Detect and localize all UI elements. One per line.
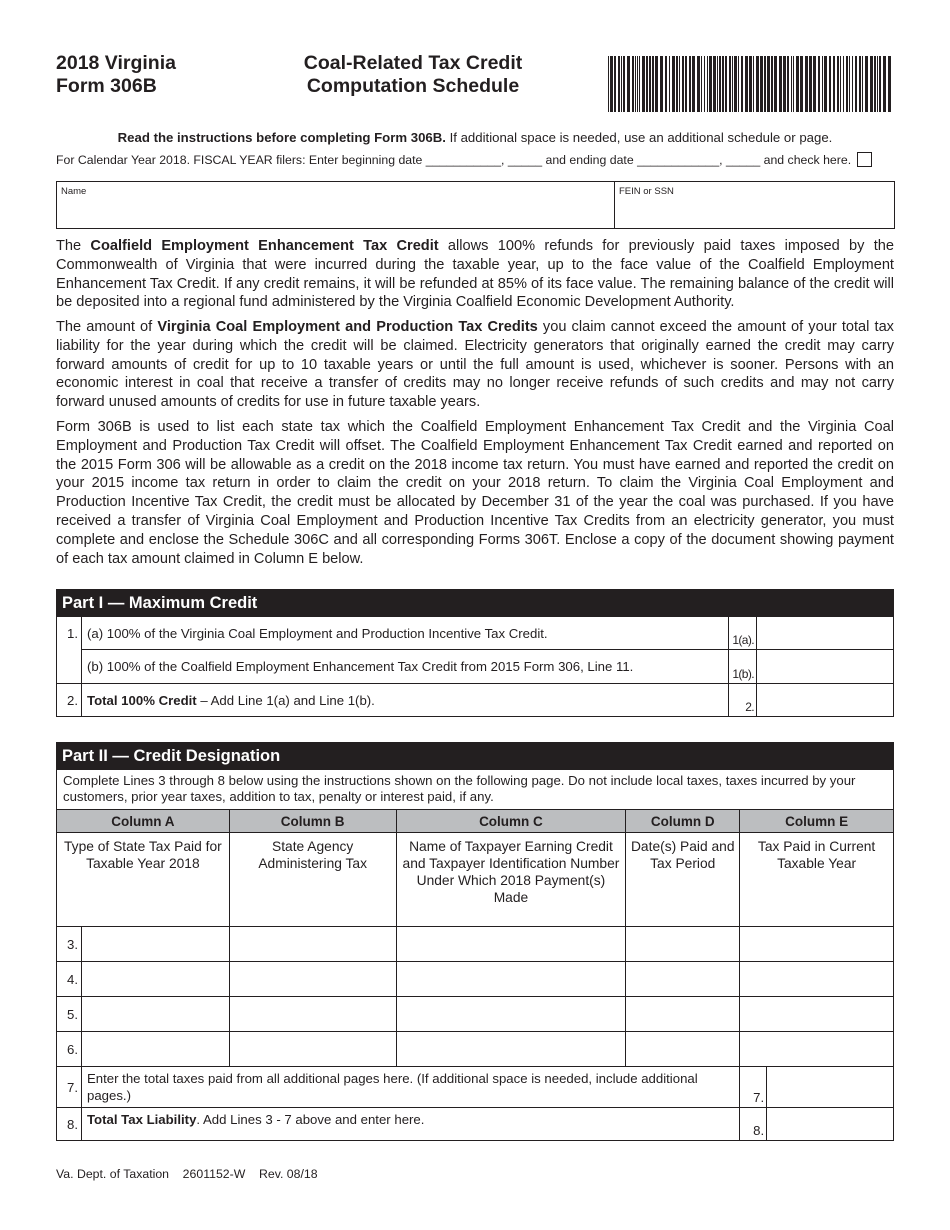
line-7-text: Enter the total taxes paid from all additional pages here. (If additional space is needed, include additional pages.) [81,1067,739,1108]
fein-label: FEIN or SSN [619,186,674,197]
row-4-column-c[interactable] [396,962,626,997]
line-2-row [57,684,894,717]
table-row [57,962,894,997]
taxpayer-info-box [56,181,895,229]
part1-table [56,616,894,717]
name-label: Name [61,186,87,197]
row-5-column-d[interactable] [626,997,740,1032]
line-1a-amount[interactable] [757,617,894,650]
p1-pre: The [56,238,91,254]
row-5-column-e[interactable] [740,997,894,1032]
form-year-title: 2018 Virginia [56,52,176,74]
line-8-text [81,1108,739,1141]
column-header-row [57,810,894,833]
row-6-column-b[interactable] [229,1032,396,1067]
part2-intro-row [57,770,894,810]
column-b-description: State Agency Administering Tax [229,833,396,927]
footer: Va. Dept. of Taxation 2601152-W Rev. 08/18 [56,1167,318,1181]
row-6-column-a[interactable] [81,1032,229,1067]
instructions-rest: If additional space is needed, use an additional schedule or page. [445,130,833,145]
column-b-header: Column B [229,810,396,833]
column-d-header: Column D [626,810,740,833]
fiscal-year-text: For Calendar Year 2018. FISCAL YEAR filers: Enter beginning date ___________, _____ and ending date ____________, _____ and check here. [56,153,852,167]
name-field[interactable] [57,182,615,228]
column-a-description: Type of State Tax Paid for Taxable Year 2018 [57,833,230,927]
row-5-column-c[interactable] [396,997,626,1032]
fiscal-year-line [56,152,894,167]
row-5-column-b[interactable] [229,997,396,1032]
row-3-column-b[interactable] [229,927,396,962]
column-description-row [57,833,894,927]
column-a-header: Column A [57,810,230,833]
table-row [57,997,894,1032]
p2-pre: The amount of [56,319,158,335]
column-d-description: Date(s) Paid and Tax Period [626,833,740,927]
schedule-title [270,52,556,98]
line-2-rest: – Add Line 1(a) and Line 1(b). [196,693,375,708]
row-number: 4. [57,962,82,997]
part2-title: Part II — Credit Designation [56,742,894,770]
paragraph-coal-employment-credit [56,318,894,412]
p2-rest: you claim cannot exceed the amount of your total tax liability for the year during which the credit will be claimed. Electricity generators that originally earned the credit may carry forward amounts of credit for up to 10 taxable years or until the full amount is used, whichever is sooner. Persons with an economic interest in coal that receive a transfer of credits may no longer receive refunds of such credits and may not carry forward unused amounts of credits for use in future taxable years. [56,319,894,411]
table-row [57,927,894,962]
line-1b-text: (b) 100% of the Coalfield Employment Enhancement Tax Credit from 2015 Form 306, Line 11. [82,650,729,684]
line-7-row [57,1067,894,1108]
table-row [57,1032,894,1067]
row-5-column-a[interactable] [81,997,229,1032]
line-8-row [57,1108,894,1141]
form-title [56,52,176,98]
line-2-label: 2. [729,684,757,717]
paragraph-coalfield-credit [56,237,894,312]
fiscal-year-checkbox[interactable] [857,152,872,167]
form-number: Form 306B [56,75,157,97]
line-8-number: 8. [57,1108,82,1141]
line-1b-label: 1(b). [729,650,757,684]
line-2-bold: Total 100% Credit [87,693,197,708]
row-3-column-a[interactable] [81,927,229,962]
barcode-icon [608,56,894,112]
line-7-number: 7. [57,1067,82,1108]
part2-table [56,769,894,1141]
row-3-column-c[interactable] [396,927,626,962]
part2-intro: Complete Lines 3 through 8 below using the instructions shown on the following page. Do not include local taxes, taxes incurred by your customers, prior year taxes, addition to tax, penalty or interest paid, if any. [57,770,894,810]
paragraph-form-usage: Form 306B is used to list each state tax which the Coalfield Employment Enhancement Tax Credit and the Virginia Coal Employment and Production Tax Credit will offset. The Coalfield Employment Enhancement Tax Credit earned and reported on the 2015 Form 306 will be allowable as a credit on the 2018 income tax return. You must have earned and reported the credit on your 2015 income tax return in order to claim the credit on your 2018 return. To claim the Virginia Coal Employment and Production Incentive Tax Credit, the credit must be allocated by December 31 of the year the coal was purchased. If you have received a transfer of Virginia Coal Employment and Production Incentive Tax Credits from an electricity generator, you must complete and enclose the Schedule 306C and all corresponding Forms 306T. Enclose a copy of the document showing payment of each tax amount claimed in Column E below. [56,419,894,567]
line-7-amount[interactable] [767,1067,894,1108]
line-1a-label: 1(a). [729,617,757,650]
schedule-title-line1: Coal-Related Tax Credit [303,52,523,74]
line-1a-text: (a) 100% of the Virginia Coal Employment and Production Incentive Tax Credit. [82,617,729,650]
line-1a-row [57,617,894,650]
row-6-column-e[interactable] [740,1032,894,1067]
line-8-amount[interactable] [767,1108,894,1141]
line-1-number: 1. [57,617,82,684]
line-2-text [82,684,729,717]
line-1b-amount[interactable] [757,650,894,684]
row-6-column-c[interactable] [396,1032,626,1067]
row-4-column-a[interactable] [81,962,229,997]
line-2-amount[interactable] [757,684,894,717]
row-4-column-e[interactable] [740,962,894,997]
line-8-rest: . Add Lines 3 - 7 above and enter here. [196,1112,425,1127]
column-e-description: Tax Paid in Current Taxable Year [740,833,894,927]
line-2-number: 2. [57,684,82,717]
row-6-column-d[interactable] [626,1032,740,1067]
line-8-label: 8. [740,1108,767,1141]
line-1b-row [57,650,894,684]
row-4-column-d[interactable] [626,962,740,997]
column-e-header: Column E [740,810,894,833]
schedule-title-line2: Computation Schedule [306,75,520,97]
instructions-bold: Read the instructions before completing Form 306B. [117,130,446,145]
row-3-column-d[interactable] [626,927,740,962]
row-number: 6. [57,1032,82,1067]
column-c-header: Column C [396,810,626,833]
column-c-description: Name of Taxpayer Earning Credit and Taxpayer Identification Number Under Which 2018 Payment(s) Made [396,833,626,927]
part1-title: Part I — Maximum Credit [56,589,894,617]
row-4-column-b[interactable] [229,962,396,997]
row-number: 5. [57,997,82,1032]
instructions-line [56,130,894,145]
row-number: 3. [57,927,82,962]
p1-rest: allows 100% refunds for previously paid taxes imposed by the Commonwealth of Virginia that were incurred during the taxable year, up to the face value of the Coalfield Employment Enhancement Tax Credit. If any credit remains, it will be refunded at 85% of its face value. The remaining balance of the credit will be deposited into a regional fund administered by the Virginia Coalfield Economic Development Authority. [56,238,894,311]
line-7-label: 7. [740,1067,767,1108]
fein-field[interactable] [615,182,894,228]
line-8-bold: Total Tax Liability [86,1112,197,1127]
row-3-column-e[interactable] [740,927,894,962]
p2-bold: Virginia Coal Employment and Production Tax Credits [157,319,538,335]
p1-bold: Coalfield Employment Enhancement Tax Credit [90,238,439,254]
